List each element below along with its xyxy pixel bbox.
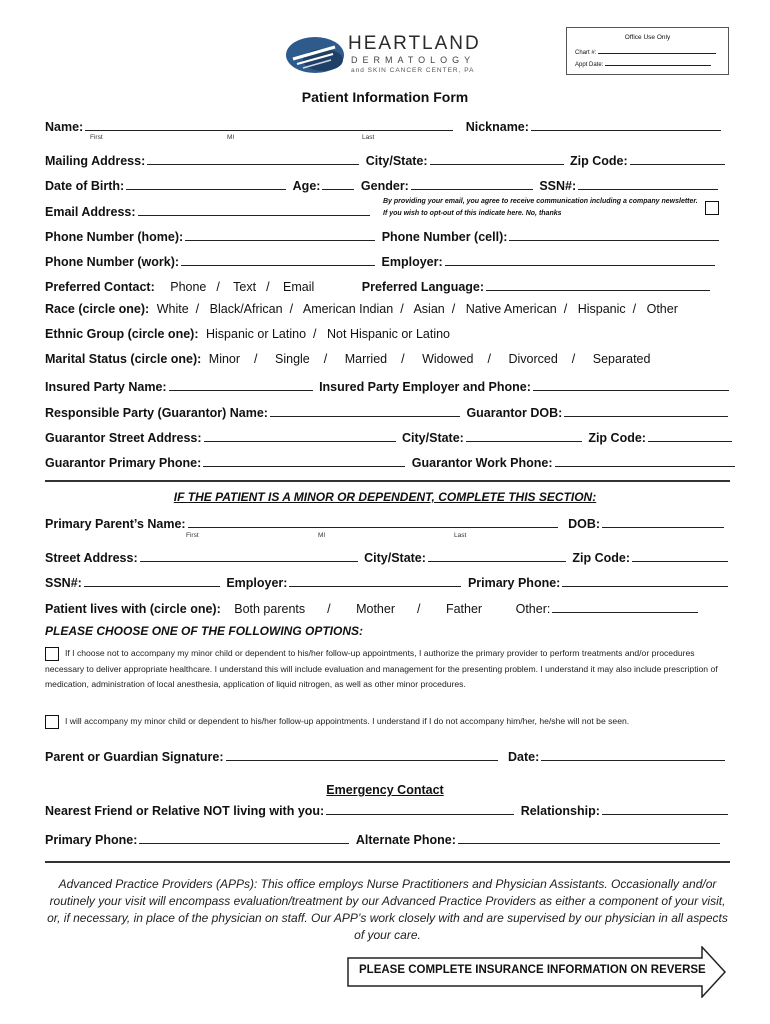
gender-label: Gender:	[360, 179, 409, 193]
parent-name-field[interactable]	[188, 514, 558, 528]
logo-mark-icon	[285, 35, 347, 75]
ethnic-row: Ethnic Group (circle one): Hispanic or Latino / Not Hispanic or Latino	[45, 327, 450, 341]
phone-cell-label: Phone Number (cell):	[381, 230, 508, 244]
city-state-field[interactable]	[430, 151, 564, 165]
parent-phone-field[interactable]	[562, 573, 728, 587]
guarantor-city-field[interactable]	[466, 428, 582, 442]
ethnic-label: Ethnic Group (circle one):	[45, 327, 199, 341]
guarantor-street-label: Guarantor Street Address:	[45, 431, 202, 445]
footer-divider	[45, 861, 730, 863]
name-field[interactable]	[85, 117, 453, 131]
marital-opt-divorced[interactable]: Divorced	[508, 352, 558, 366]
emergency-heading: Emergency Contact	[326, 783, 444, 797]
city-state-label: City/State:	[365, 154, 428, 168]
logo-line2: DERMATOLOGY	[351, 55, 476, 65]
parent-city-field[interactable]	[428, 548, 566, 562]
phone-home-label: Phone Number (home):	[45, 230, 184, 244]
ssn-field[interactable]	[578, 176, 718, 190]
race-row: Race (circle one): White / Black/African / American Indian / Asian / Native American / Hispanic / Other	[45, 302, 678, 316]
parent-zip-label: Zip Code:	[572, 551, 631, 565]
signature-date-field[interactable]	[541, 747, 725, 761]
parent-street-label: Street Address:	[45, 551, 138, 565]
emergency-primary-field[interactable]	[139, 830, 349, 844]
race-opt-native-american[interactable]: Native American	[465, 302, 557, 316]
race-opt-american-indian[interactable]: American Indian	[302, 302, 394, 316]
phone-home-row	[45, 227, 722, 244]
nearest-field[interactable]	[326, 801, 514, 815]
parent-employer-field[interactable]	[289, 573, 461, 587]
age-label: Age:	[292, 179, 321, 193]
insured-employer-field[interactable]	[533, 377, 729, 391]
email-notice: By providing your email, you agree to receive communication including a company newsletter. If you wish to opt-out of this indicate here. No, thanks	[383, 198, 698, 217]
reverse-notice: PLEASE COMPLETE INSURANCE INFORMATION ON REVERSE	[359, 964, 706, 976]
ssn-label: SSN#:	[539, 179, 577, 193]
parent-last-sublabel: Last	[454, 532, 467, 539]
gender-field[interactable]	[411, 176, 533, 190]
lives-other-field[interactable]	[552, 599, 698, 613]
ethnic-opt-hispanic[interactable]: Hispanic or Latino	[205, 327, 307, 341]
emergency-primary-label: Primary Phone:	[45, 833, 138, 847]
zip-field[interactable]	[630, 151, 725, 165]
emergency-alternate-label: Alternate Phone:	[355, 833, 456, 847]
lives-other-label: Other:	[515, 602, 551, 616]
guarantor-zip-label: Zip Code:	[588, 431, 646, 445]
guarantor-zip-field[interactable]	[648, 428, 732, 442]
lives-with-label: Patient lives with (circle one):	[45, 602, 221, 616]
pref-lang-field[interactable]	[486, 277, 710, 291]
choose-options-heading: PLEASE CHOOSE ONE OF THE FOLLOWING OPTIONS:	[45, 624, 364, 638]
parent-name-label: Primary Parent’s Name:	[45, 517, 186, 531]
phone-work-row	[45, 252, 718, 269]
phone-home-field[interactable]	[185, 227, 375, 241]
parent-zip-field[interactable]	[632, 548, 728, 562]
marital-label: Marital Status (circle one):	[45, 352, 202, 366]
ethnic-opt-not-hispanic[interactable]: Not Hispanic or Latino	[327, 327, 450, 341]
minor-heading: IF THE PATIENT IS A MINOR OR DEPENDENT, COMPLETE THIS SECTION:	[173, 490, 597, 504]
name-last-sublabel: Last	[362, 134, 375, 141]
form-title: Patient Information Form	[301, 89, 469, 105]
race-opt-black[interactable]: Black/African	[209, 302, 283, 316]
name-row	[45, 117, 724, 134]
name-label: Name:	[45, 120, 84, 134]
guarantor-phone-field[interactable]	[203, 453, 405, 467]
insured-employer-label: Insured Party Employer and Phone:	[319, 380, 531, 394]
nearest-row	[45, 801, 731, 818]
parent-name-row	[45, 514, 727, 531]
emergency-phone-row	[45, 830, 723, 847]
responsible-row	[45, 403, 731, 420]
marital-opt-single[interactable]: Single	[275, 352, 310, 366]
guarantor-work-label: Guarantor Work Phone:	[411, 456, 553, 470]
lives-opt-father[interactable]: Father	[445, 602, 483, 616]
marital-opt-minor[interactable]: Minor	[208, 352, 241, 366]
name-first-sublabel: First	[90, 134, 103, 141]
signature-row	[45, 747, 728, 764]
name-mi-sublabel: MI	[227, 134, 235, 141]
signature-field[interactable]	[226, 747, 498, 761]
marital-row: Marital Status (circle one): Minor / Single / Married / Widowed / Divorced / Separated	[45, 352, 651, 366]
guarantor-street-field[interactable]	[204, 428, 396, 442]
app-notice: Advanced Practice Providers (APPs): This office employs Nurse Practitioners and Physician Assistants. Occasionally and/or routinely your visit will encompass evaluation/treatment by our Advanced Practice Providers as either a component of your visit, or, if necessary, in place of the physician on staff. Our APP’s work closely with and are supervised by our physician in all aspects of your care.	[47, 877, 728, 942]
marital-opt-separated[interactable]: Separated	[592, 352, 651, 366]
dob-label: Date of Birth:	[45, 179, 125, 193]
option2-text: I will accompany my minor child or dependent to his/her follow-up appointments. I understand if I do not accompany him/her, he/she will not be seen.	[65, 716, 630, 726]
phone-cell-field[interactable]	[509, 227, 719, 241]
zip-label: Zip Code:	[570, 154, 628, 168]
marital-opt-widowed[interactable]: Widowed	[422, 352, 474, 366]
parent-phone-label: Primary Phone:	[467, 576, 561, 590]
parent-street-row	[45, 548, 731, 565]
reverse-arrow	[347, 946, 727, 998]
chart-number-field[interactable]: Chart #:	[575, 47, 719, 56]
guarantor-dob-field[interactable]	[564, 403, 728, 417]
parent-ssn-field[interactable]	[84, 573, 220, 587]
nearest-label: Nearest Friend or Relative NOT living with you:	[45, 804, 325, 818]
insured-field[interactable]	[169, 377, 313, 391]
parent-ssn-label: SSN#:	[45, 576, 82, 590]
parent-first-sublabel: First	[186, 532, 199, 539]
employer-label: Employer:	[381, 255, 443, 269]
lives-opt-both[interactable]: Both parents	[234, 602, 306, 616]
email-label: Email Address:	[45, 205, 136, 219]
mailing-row	[45, 151, 728, 168]
email-field[interactable]	[138, 202, 370, 216]
emergency-alternate-field[interactable]	[458, 830, 720, 844]
parent-dob-field[interactable]	[602, 514, 724, 528]
parent-employer-label: Employer:	[226, 576, 288, 590]
responsible-field[interactable]	[270, 403, 460, 417]
office-use-box	[566, 27, 729, 75]
race-opt-other[interactable]: Other	[646, 302, 678, 316]
relationship-label: Relationship:	[520, 804, 600, 818]
nickname-label: Nickname:	[465, 120, 529, 134]
dob-row	[45, 176, 721, 193]
guarantor-dob-label: Guarantor DOB:	[466, 406, 563, 420]
race-opt-white[interactable]: White	[156, 302, 189, 316]
age-field[interactable]	[322, 176, 354, 190]
email-row	[45, 202, 373, 219]
lives-opt-mother[interactable]: Mother	[356, 602, 395, 616]
lives-with-row: Patient lives with (circle one): Both parents / Mother / Father Other:	[45, 599, 701, 616]
race-opt-asian[interactable]: Asian	[413, 302, 445, 316]
guarantor-work-field[interactable]	[555, 453, 735, 467]
race-opt-hispanic[interactable]: Hispanic	[577, 302, 626, 316]
section-divider	[45, 480, 730, 482]
marital-opt-married[interactable]: Married	[344, 352, 388, 366]
insured-label: Insured Party Name:	[45, 380, 167, 394]
insured-row	[45, 377, 732, 394]
logo-line1: HEARTLAND	[348, 33, 481, 54]
logo	[285, 33, 485, 79]
no-thanks-checkbox[interactable]	[705, 201, 719, 215]
guarantor-phone-label: Guarantor Primary Phone:	[45, 456, 202, 470]
responsible-label: Responsible Party (Guarantor) Name:	[45, 406, 268, 420]
appt-date-field[interactable]: Appt Date:	[575, 59, 714, 68]
office-use-title: Office Use Only	[624, 34, 671, 41]
signature-date-label: Date:	[508, 750, 540, 764]
contact-opt-text[interactable]: Text	[233, 280, 257, 294]
guarantor-phone-row	[45, 453, 738, 470]
parent-dob-label: DOB:	[568, 517, 601, 531]
phone-work-field[interactable]	[181, 252, 375, 266]
dob-field[interactable]	[126, 176, 286, 190]
employer-field[interactable]	[445, 252, 715, 266]
option1-text: If I choose not to accompany my minor child or dependent to his/her follow-up appointments, I authorize the primary provider to perform treatments and/or procedures necessary to deliver appropriate healthcare. I understand this will include evaluation and management for the presenting problem. I understand it may also include prescription of medication, administration of local anesthesia, application of liquid nitrogen, as well as other minor procedures.	[45, 648, 718, 689]
guarantor-city-label: City/State:	[402, 431, 464, 445]
mailing-field[interactable]	[147, 151, 359, 165]
pref-contact-label: Preferred Contact:	[45, 280, 155, 294]
phone-work-label: Phone Number (work):	[45, 255, 180, 269]
pref-lang-label: Preferred Language:	[361, 280, 485, 294]
contact-opt-phone[interactable]: Phone	[170, 280, 207, 294]
guarantor-address-row	[45, 428, 735, 445]
contact-row: Preferred Contact: Phone / Text / Email Preferred Language:	[45, 277, 713, 294]
parent-mi-sublabel: MI	[318, 532, 326, 539]
mailing-label: Mailing Address:	[45, 154, 146, 168]
contact-opt-email[interactable]: Email	[283, 280, 315, 294]
race-label: Race (circle one):	[45, 302, 150, 316]
nickname-field[interactable]	[531, 117, 721, 131]
logo-line3: and SKIN CANCER CENTER, PA	[351, 67, 475, 74]
parent-street-field[interactable]	[140, 548, 358, 562]
parent-city-label: City/State:	[364, 551, 426, 565]
signature-label: Parent or Guardian Signature:	[45, 750, 224, 764]
relationship-field[interactable]	[602, 801, 728, 815]
parent-ssn-row	[45, 573, 731, 590]
